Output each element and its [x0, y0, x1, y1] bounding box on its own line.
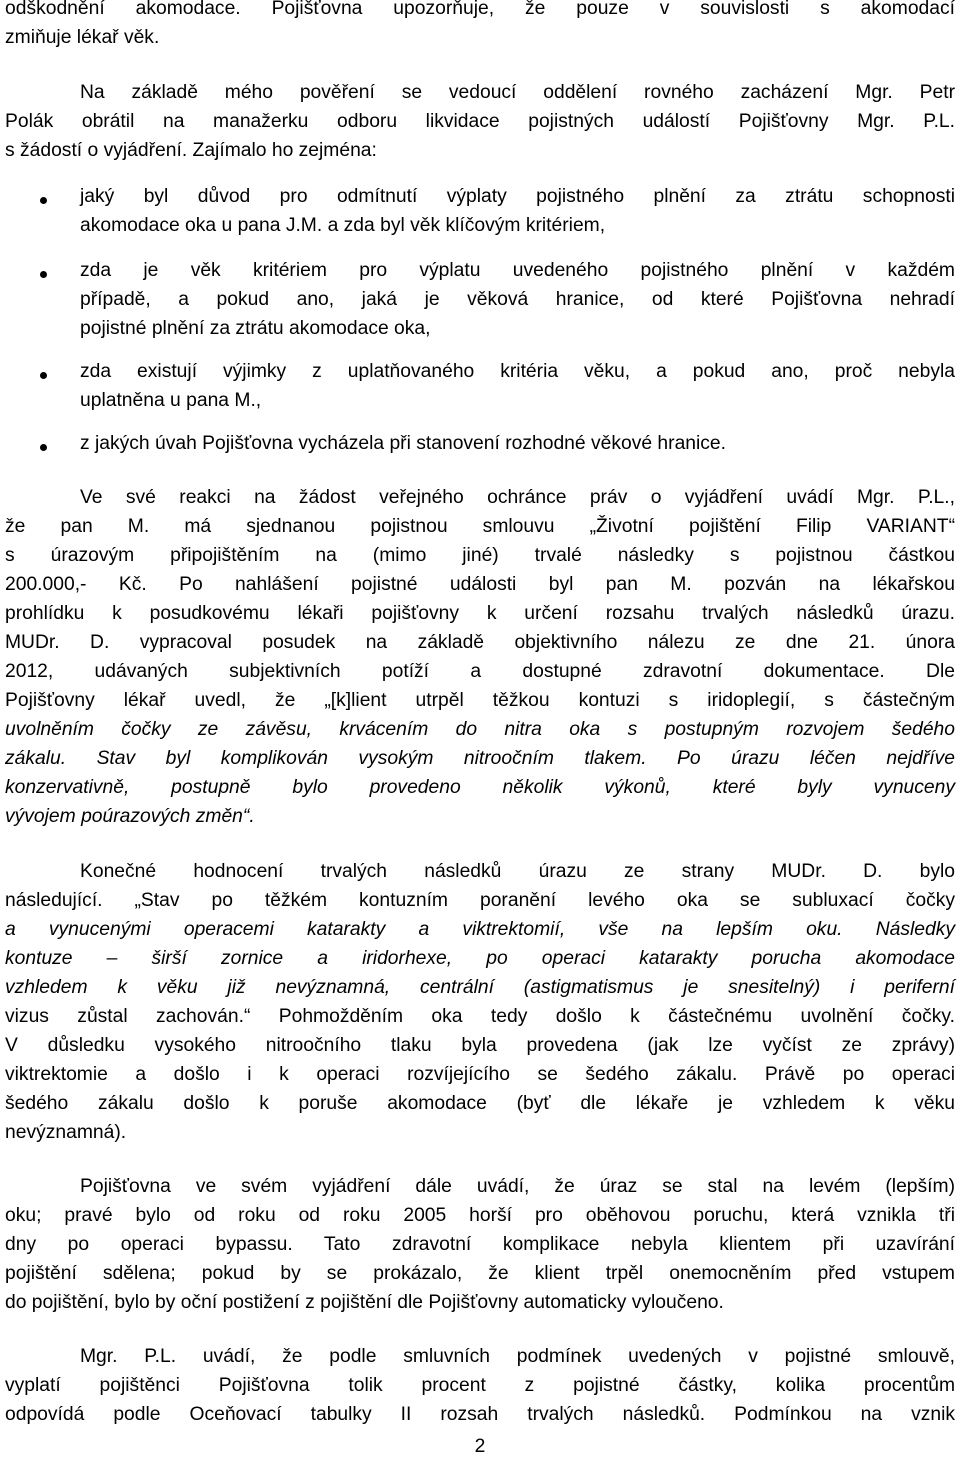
text-line: 2012, udávaných subjektivních potíží a dostupné zdravotní dokumentace. Dle — [5, 661, 955, 682]
text-line: MUDr. D. vypracoval posudek na základě objektivního nálezu ze dne 21. února — [5, 632, 955, 653]
quote-line: vývojem poúrazových změn“. — [5, 806, 255, 827]
text-line: V důsledku vysokého nitroočního tlaku byla provedena (jak lze vyčíst ze zprávy) — [5, 1035, 955, 1056]
text-line: že pan M. má sjednanou pojistnou smlouvu „Životní pojištění Filip VARIANT“ — [5, 516, 955, 537]
quote-line: zákalu. Stav byl komplikován vysokým nitroočním tlakem. Po úrazu léčen nejdříve — [5, 748, 955, 769]
quote-line: vzhledem k věku již nevýznamná, centrální (astigmatismus je snesitelný) i periferní — [5, 977, 955, 998]
text-line: následující. „Stav po těžkém kontuzním poranění levého oka se subluxací čočky — [5, 890, 955, 911]
text-line: z jakých úvah Pojišťovna vycházela při stanovení rozhodné věkové hranice. — [80, 433, 727, 454]
text-line: Pojišťovna ve svém vyjádření dále uvádí, že úraz se stal na levém (lepším) — [80, 1176, 955, 1197]
bullet-icon — [40, 372, 47, 379]
text-line: zmiňuje lékař věk. — [5, 27, 160, 48]
text-line: oku; pravé bylo od roku od roku 2005 horší pro oběhovou poruchu, která vznikla tři — [5, 1205, 955, 1226]
text-line: do pojištění, bylo by oční postižení z pojištění dle Pojišťovny automaticky vyloučeno. — [5, 1292, 724, 1313]
text-line: 200.000,- Kč. Po nahlášení pojistné události byl pan M. pozván na lékařskou — [5, 574, 955, 595]
text-line: pojistné plnění za ztrátu akomodace oka, — [80, 318, 431, 339]
bullet-icon — [40, 271, 47, 278]
text-line: vyplatí pojištěnci Pojišťovna tolik procent z pojistné částky, kolika procentům — [5, 1375, 955, 1396]
text-line: uplatněna u pana M., — [80, 390, 262, 411]
text-line: Ve své reakci na žádost veřejného ochránce práv o vyjádření uvádí Mgr. P.L., — [80, 487, 955, 508]
text-line: pojištění sdělena; pokud by se prokázalo, že klient trpěl onemocněním před vstupem — [5, 1263, 955, 1284]
text-line: akomodace oka u pana J.M. a zda byl věk klíčovým kritériem, — [80, 215, 606, 236]
text-line: odškodnění akomodace. Pojišťovna upozorňuje, že pouze v souvislosti s akomodací — [5, 0, 955, 19]
quote-line: konzervativně, postupně bylo provedeno několik výkonů, které byly vynuceny — [5, 777, 955, 798]
bullet-icon — [40, 197, 47, 204]
text-line: Pojišťovny lékař uvedl, že „[k]lient utrpěl těžkou kontuzi s iridoplegií, s částečným — [5, 690, 955, 711]
page-number: 2 — [474, 1436, 486, 1457]
text-line: prohlídku k posudkovému lékaři pojišťovny k určení rozsahu trvalých následků úrazu. — [5, 603, 955, 624]
text-line: viktrektomie a došlo i k operaci rozvíjejícího se šedého zákalu. Právě po operaci — [5, 1064, 955, 1085]
text-line: zda je věk kritériem pro výplatu uvedeného pojistného plnění v každém — [80, 260, 955, 281]
quote-line: a vynucenými operacemi katarakty a viktrektomií, vše na lepším oku. Následky — [5, 919, 955, 940]
bullet-icon — [40, 444, 47, 451]
quote-line: uvolněním čočky ze závěsu, krvácením do nitra oka s postupným rozvojem šedého — [5, 719, 955, 740]
text-line: jaký byl důvod pro odmítnutí výplaty pojistného plnění za ztrátu schopnosti — [80, 186, 955, 207]
text-line: odpovídá podle Oceňovací tabulky II rozsah trvalých následků. Podmínkou na vznik — [5, 1404, 955, 1425]
text-line: Na základě mého pověření se vedoucí oddělení rovného zacházení Mgr. Petr — [80, 82, 955, 103]
text-line: nevýznamná). — [5, 1122, 127, 1143]
text-line: s úrazovým připojištěním na (mimo jiné) trvalé následky s pojistnou částkou — [5, 545, 955, 566]
text-line: dny po operaci bypassu. Tato zdravotní komplikace nebyla klientem při uzavírání — [5, 1234, 955, 1255]
text-line: Konečné hodnocení trvalých následků úrazu ze strany MUDr. D. bylo — [80, 861, 955, 882]
text-line: s žádostí o vyjádření. Zajímalo ho zejména: — [5, 140, 377, 161]
text-line: Polák obrátil na manažerku odboru likvidace pojistných událostí Pojišťovny Mgr. P.L. — [5, 111, 955, 132]
text-line: Mgr. P.L. uvádí, že podle smluvních podmínek uvedených v pojistné smlouvě, — [80, 1346, 955, 1367]
text-line: šedého zákalu došlo k poruše akomodace (byť dle lékaře je vzhledem k věku — [5, 1093, 955, 1114]
text-line: vizus zůstal zachován.“ Pohmožděním oka tedy došlo k částečnému uvolnění čočky. — [5, 1006, 955, 1027]
text-line: zda existují výjimky z uplatňovaného kritéria věku, a pokud ano, proč nebyla — [80, 361, 955, 382]
text-line: případě, a pokud ano, jaká je věková hranice, od které Pojišťovna nehradí — [80, 289, 955, 310]
quote-line: kontuze – širší zornice a iridorhexe, po operaci katarakty porucha akomodace — [5, 948, 955, 969]
